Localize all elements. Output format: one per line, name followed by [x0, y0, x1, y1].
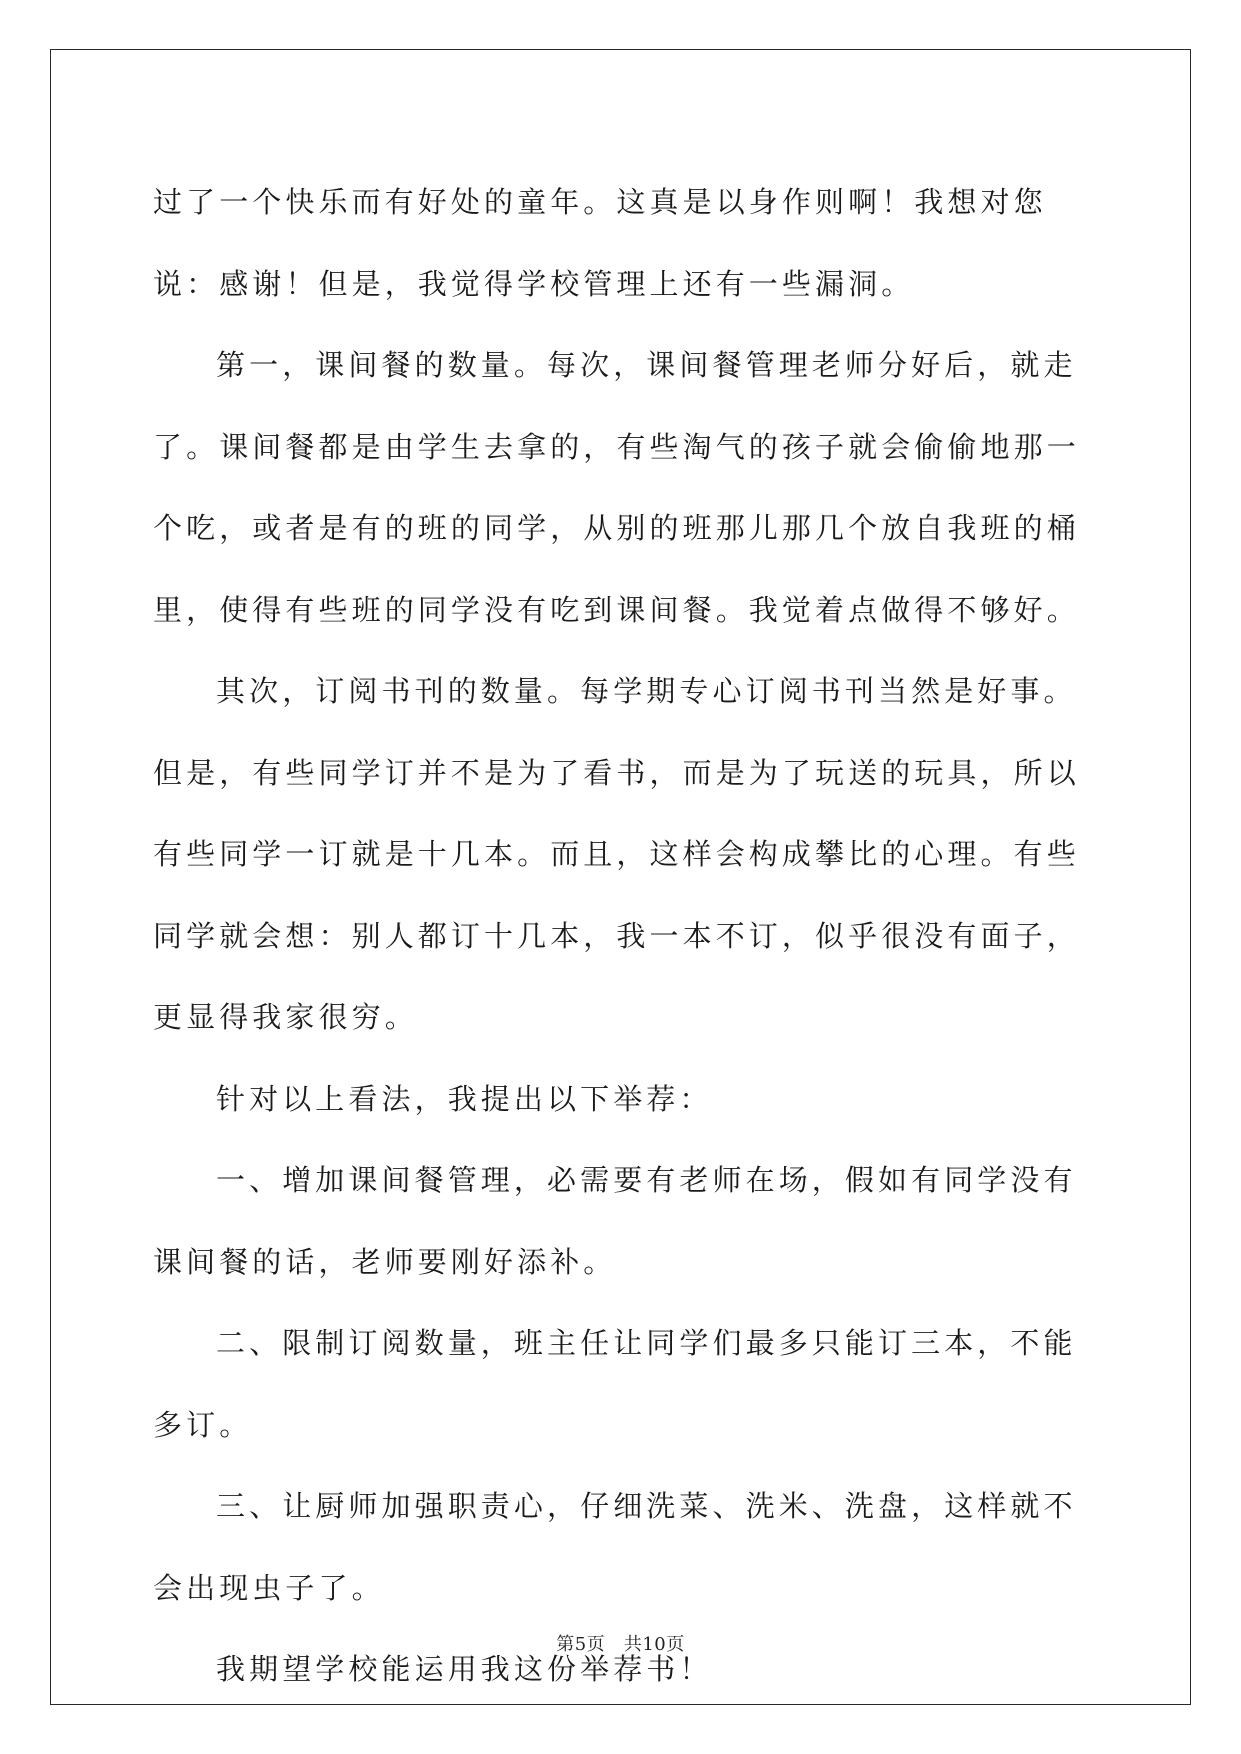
paragraph-7: 三、让厨师加强职责心，仔细洗菜、洗米、洗盘，这样就不会出现虫子了。 — [153, 1489, 1077, 1605]
document-body — [153, 162, 1093, 1711]
paragraph-5: 一、增加课间餐管理，必需要有老师在场，假如有同学没有课间餐的话，老师要刚好添补。 — [153, 1163, 1077, 1279]
page-footer — [0, 1630, 1241, 1656]
paragraph-4: 针对以上看法，我提出以下举荐： — [216, 1081, 713, 1116]
paragraph-6: 二、限制订阅数量，班主任让同学们最多只能订三本，不能多订。 — [153, 1326, 1077, 1442]
page-number: 第5页 — [556, 1634, 606, 1655]
paragraph-1: 过了一个快乐而有好处的童年。这真是以身作则啊！我想对您说：感谢！但是，我觉得学校管理上还有一些漏洞。 — [153, 185, 1047, 301]
paragraph-8: 我期望学校能运用我这份举荐书！ — [216, 1652, 713, 1686]
paragraph-3: 其次，订阅书刊的数量。每学期专心订阅书刊当然是好事。但是，有些同学订并不是为了看书，而是为了玩送的玩具，所以有些同学一订就是十几本。而且，这样会构成攀比的心理。有些同学就会想：别人都订十几本，我一本不订，似乎很没有面子，更显得我家很穷。 — [153, 674, 1080, 1034]
page-total: 共10页 — [623, 1634, 685, 1655]
paragraph-2: 第一，课间餐的数量。每次，课间餐管理老师分好后，就走了。课间餐都是由学生去拿的，有些淘气的孩子就会偷偷地那一个吃，或者是有的班的同学，从别的班那儿那几个放自我班的桶里，使得有些班的同学没有吃到课间餐。我觉着点做得不够好。 — [153, 348, 1080, 627]
